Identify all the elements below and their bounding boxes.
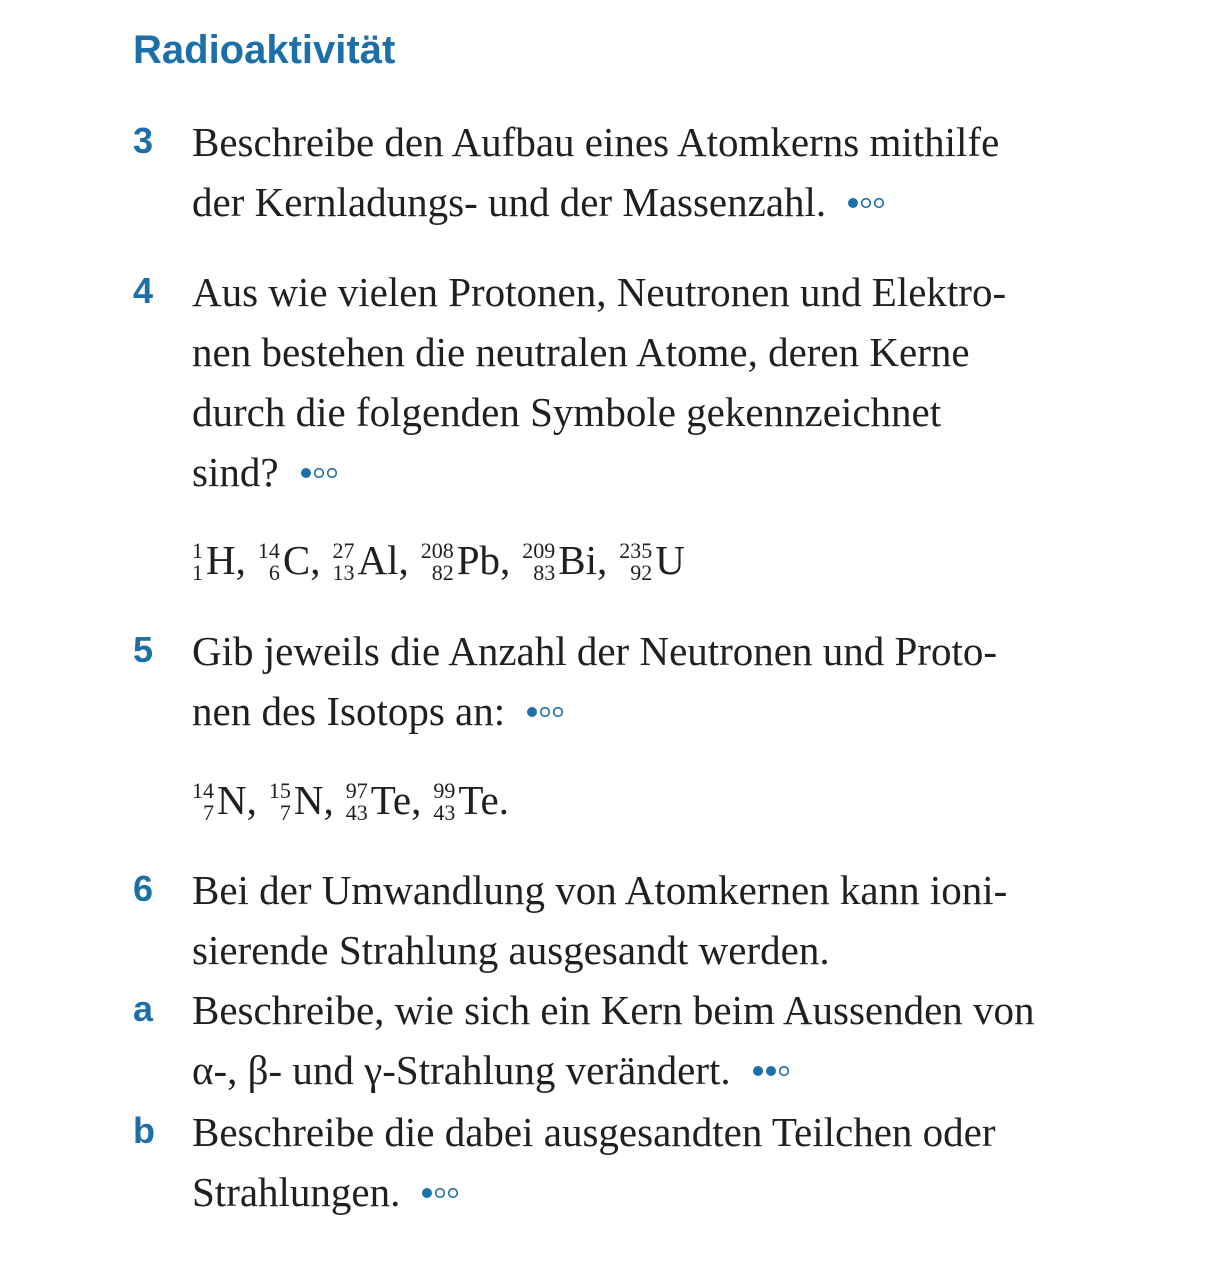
task-number: 5 bbox=[133, 629, 154, 670]
task-line: Aus wie vielen Protonen, Neutronen und Elektro- bbox=[192, 269, 1007, 315]
difficulty-dots-icon bbox=[846, 196, 892, 210]
separator: , bbox=[398, 537, 409, 583]
difficulty-dot-empty bbox=[436, 1188, 445, 1197]
task-number: 3 bbox=[133, 120, 154, 161]
nuclide-symbol bbox=[619, 536, 697, 584]
difficulty-dot-filled bbox=[753, 1066, 763, 1076]
task-line: nen des Isotops an: bbox=[192, 681, 1152, 741]
difficulty-dot-empty bbox=[862, 198, 871, 207]
atomic-number: 43 bbox=[433, 800, 456, 825]
difficulty-dots-icon bbox=[420, 1186, 466, 1200]
task-line: sind? bbox=[192, 442, 1152, 502]
mass-number: 208 bbox=[420, 538, 454, 563]
difficulty-dot-empty bbox=[327, 468, 336, 477]
difficulty-indicator bbox=[420, 1186, 466, 1200]
element-symbol: Te bbox=[458, 777, 499, 823]
mass-number: 27 bbox=[332, 538, 355, 563]
mass-number: 1 bbox=[192, 538, 203, 563]
task-line: sierende Strahlung ausgesandt werden. bbox=[192, 927, 830, 973]
element-symbol: N bbox=[217, 777, 247, 823]
difficulty-dot-filled bbox=[422, 1188, 432, 1198]
task-text bbox=[192, 980, 1152, 1100]
page-heading: Radioaktivität bbox=[133, 28, 396, 72]
element-symbol: Al bbox=[357, 537, 399, 583]
element-symbol: Pb bbox=[456, 537, 501, 583]
nuclide-symbol bbox=[192, 776, 269, 824]
mass-number: 235 bbox=[619, 538, 653, 563]
difficulty-indicator bbox=[751, 1064, 797, 1078]
nuclide-symbol bbox=[346, 776, 434, 824]
task-line: Bei der Umwandlung von Atomkernen kann ioni- bbox=[192, 867, 1008, 913]
atomic-number: 83 bbox=[533, 560, 556, 585]
atomic-number: 13 bbox=[332, 560, 355, 585]
task-text bbox=[192, 621, 1152, 741]
subtask-letter: b bbox=[133, 1110, 155, 1151]
separator: , bbox=[597, 537, 608, 583]
difficulty-dot-empty bbox=[779, 1066, 788, 1075]
difficulty-dot-empty bbox=[449, 1188, 458, 1197]
task-text bbox=[192, 1102, 1152, 1222]
subtask-letter: a bbox=[133, 988, 154, 1029]
nuclide-symbol bbox=[433, 776, 521, 824]
separator: , bbox=[235, 537, 246, 583]
atomic-number: 43 bbox=[345, 800, 368, 825]
nuclide-symbol bbox=[192, 536, 258, 584]
task-line: α-, β- und γ-Strahlung verändert. bbox=[192, 1040, 1152, 1100]
task-line: Beschreibe, wie sich ein Kern beim Aussenden von bbox=[192, 987, 1035, 1033]
atomic-number: 1 bbox=[192, 560, 203, 585]
mass-number: 14 bbox=[257, 538, 280, 563]
difficulty-dot-empty bbox=[554, 707, 563, 716]
element-symbol: Te bbox=[370, 777, 412, 823]
difficulty-dots-icon bbox=[525, 705, 571, 719]
difficulty-dot-filled bbox=[301, 468, 311, 478]
difficulty-indicator bbox=[525, 705, 571, 719]
atomic-number: 82 bbox=[431, 560, 454, 585]
difficulty-indicator bbox=[299, 466, 345, 480]
atomic-number: 6 bbox=[268, 560, 280, 585]
task-number: 4 bbox=[133, 270, 154, 311]
task-line: nen bestehen die neutralen Atome, deren Kerne bbox=[192, 329, 970, 375]
atomic-number: 92 bbox=[630, 560, 653, 585]
separator: , bbox=[411, 777, 422, 823]
difficulty-dot-filled bbox=[766, 1066, 776, 1076]
mass-number: 97 bbox=[345, 778, 368, 803]
difficulty-dot-empty bbox=[541, 707, 550, 716]
difficulty-dots-icon bbox=[299, 466, 345, 480]
mass-number: 99 bbox=[433, 778, 456, 803]
nuclide-symbol bbox=[421, 536, 523, 584]
difficulty-dots-icon bbox=[751, 1064, 797, 1078]
mass-number: 14 bbox=[192, 778, 214, 803]
task-text bbox=[192, 860, 1152, 980]
element-symbol: Bi bbox=[558, 537, 598, 583]
nuclide-symbol bbox=[332, 536, 420, 584]
task-line: der Kernladungs- und der Massenzahl. bbox=[192, 172, 1152, 232]
task-number: 6 bbox=[133, 868, 154, 909]
nuclide-symbol bbox=[269, 776, 346, 824]
mass-number: 15 bbox=[268, 778, 291, 803]
element-symbol: C bbox=[282, 537, 311, 583]
separator: , bbox=[323, 777, 334, 823]
separator: , bbox=[310, 537, 321, 583]
task-line: durch die folgenden Symbole gekennzeichnet bbox=[192, 389, 942, 435]
element-symbol: N bbox=[293, 777, 324, 823]
nuclide-symbol bbox=[522, 536, 619, 584]
difficulty-dot-filled bbox=[848, 198, 858, 208]
nuclide-symbol bbox=[258, 536, 333, 584]
difficulty-dot-filled bbox=[527, 707, 537, 717]
separator: , bbox=[246, 777, 257, 823]
task-text bbox=[192, 112, 1152, 232]
difficulty-dot-empty bbox=[875, 198, 884, 207]
task-line: Beschreibe die dabei ausgesandten Teilchen oder bbox=[192, 1109, 996, 1155]
atomic-number: 7 bbox=[203, 800, 214, 825]
difficulty-dot-empty bbox=[314, 468, 323, 477]
mass-number: 209 bbox=[522, 538, 556, 563]
task-text bbox=[192, 262, 1152, 502]
task-line: Gib jeweils die Anzahl der Neutronen und Proto- bbox=[192, 628, 998, 674]
separator: . bbox=[498, 777, 509, 823]
task-line: Beschreibe den Aufbau eines Atomkerns mithilfe bbox=[192, 119, 1000, 165]
separator: , bbox=[500, 537, 511, 583]
task-line: Strahlungen. bbox=[192, 1162, 1152, 1222]
element-symbol: U bbox=[655, 537, 685, 583]
difficulty-indicator bbox=[846, 196, 892, 210]
element-symbol: H bbox=[206, 537, 236, 583]
nuclide-list-task-4 bbox=[192, 536, 697, 584]
atomic-number: 7 bbox=[279, 800, 291, 825]
nuclide-list-task-5 bbox=[192, 776, 521, 824]
